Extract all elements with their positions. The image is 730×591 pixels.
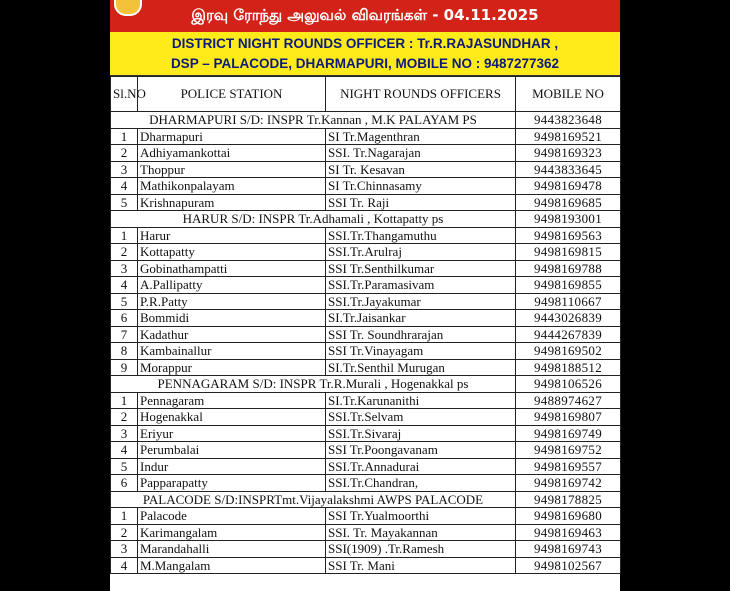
- section-mobile: 9498178825: [516, 491, 621, 508]
- cell-mobile: 9443833645: [516, 161, 621, 178]
- banner-title: இரவு ரோந்து அலுவல் விவரங்கள் - 04.11.2025: [191, 6, 539, 24]
- cell-slno: 1: [111, 227, 138, 244]
- cell-officer: SSI Tr.Senthilkumar: [326, 260, 516, 277]
- table-row: [111, 475, 621, 492]
- cell-officer: SSI Tr.Yualmoorthi: [326, 508, 516, 525]
- cell-officer: SSI.Tr.Jayakumar: [326, 293, 516, 310]
- cell-slno: 4: [111, 557, 138, 574]
- cell-slno: 3: [111, 425, 138, 442]
- section-name: HARUR S/D: INSPR Tr.Adhamali , Kottapatty ps: [111, 211, 516, 228]
- cell-mobile: 9444267839: [516, 326, 621, 343]
- section-mobile: 9498106526: [516, 376, 621, 393]
- cell-officer: SSI Tr. Raji: [326, 194, 516, 211]
- cell-mobile: 9498169478: [516, 178, 621, 195]
- cell-station: Marandahalli: [138, 541, 326, 558]
- cell-station: Krishnapuram: [138, 194, 326, 211]
- table-row: [111, 557, 621, 574]
- cell-officer: SSI.Tr.Chandran,: [326, 475, 516, 492]
- section-row: [111, 211, 621, 228]
- cell-station: Kottapatty: [138, 244, 326, 261]
- table-row: [111, 442, 621, 459]
- cell-officer: SSI(1909) .Tr.Ramesh: [326, 541, 516, 558]
- cell-mobile: 9498169788: [516, 260, 621, 277]
- section-row: [111, 112, 621, 129]
- cell-slno: 3: [111, 260, 138, 277]
- cell-slno: 5: [111, 458, 138, 475]
- cell-officer: SSI.Tr.Annadurai: [326, 458, 516, 475]
- cell-mobile: 9498169815: [516, 244, 621, 261]
- table-row: [111, 277, 621, 294]
- table-row: [111, 310, 621, 327]
- district-officer-box: [110, 32, 620, 76]
- header-officers: NIGHT ROUNDS OFFICERS: [326, 77, 516, 112]
- cell-station: Dharmapuri: [138, 128, 326, 145]
- cell-slno: 4: [111, 442, 138, 459]
- officer-line-1: DISTRICT NIGHT ROUNDS OFFICER : Tr.R.RAJASUNDHAR ,: [171, 36, 559, 51]
- cell-officer: SI Tr. Kesavan: [326, 161, 516, 178]
- table-header-row: [111, 77, 621, 112]
- table-row: [111, 508, 621, 525]
- section-name: PALACODE S/D:INSPRTmt.Vijayalakshmi AWPS PALACODE: [111, 491, 516, 508]
- cell-officer: SSI.Tr.Selvam: [326, 409, 516, 426]
- cell-mobile: 9443026839: [516, 310, 621, 327]
- table-row: [111, 409, 621, 426]
- cell-slno: 2: [111, 409, 138, 426]
- cell-slno: 2: [111, 145, 138, 162]
- table-row: [111, 178, 621, 195]
- cell-officer: SI Tr.Magenthran: [326, 128, 516, 145]
- cell-mobile: 9498169743: [516, 541, 621, 558]
- cell-station: Karimangalam: [138, 524, 326, 541]
- cell-officer: SI.Tr.Senthil Murugan: [326, 359, 516, 376]
- table-row: [111, 326, 621, 343]
- table-row: [111, 359, 621, 376]
- cell-mobile: 9498169685: [516, 194, 621, 211]
- table-row: [111, 541, 621, 558]
- cell-station: Hogenakkal: [138, 409, 326, 426]
- table-row: [111, 392, 621, 409]
- cell-station: A.Pallipatty: [138, 277, 326, 294]
- header-station: POLICE STATION: [138, 77, 326, 112]
- cell-station: Thoppur: [138, 161, 326, 178]
- cell-station: Mathikonpalayam: [138, 178, 326, 195]
- header-mobile: MOBILE NO: [516, 77, 621, 112]
- table-row: [111, 128, 621, 145]
- cell-officer: SSI Tr. Mani: [326, 557, 516, 574]
- header-slno: Sl.NO: [111, 77, 138, 112]
- cell-officer: SSI.Tr.Sivaraj: [326, 425, 516, 442]
- cell-slno: 8: [111, 343, 138, 360]
- table-row: [111, 425, 621, 442]
- cell-slno: 1: [111, 392, 138, 409]
- cell-station: M.Mangalam: [138, 557, 326, 574]
- cell-mobile: 9498169807: [516, 409, 621, 426]
- section-mobile: 9498193001: [516, 211, 621, 228]
- cell-officer: SI.Tr.Karunanithi: [326, 392, 516, 409]
- cell-officer: SSI. Tr.Nagarajan: [326, 145, 516, 162]
- cell-officer: SSI Tr.Vinayagam: [326, 343, 516, 360]
- cell-mobile: 9498169680: [516, 508, 621, 525]
- cell-slno: 1: [111, 128, 138, 145]
- cell-mobile: 9498169521: [516, 128, 621, 145]
- document-sheet: [110, 0, 620, 591]
- section-mobile: 9443823648: [516, 112, 621, 129]
- cell-station: Morappur: [138, 359, 326, 376]
- cell-mobile: 9498169502: [516, 343, 621, 360]
- table-row: [111, 458, 621, 475]
- cell-station: Bommidi: [138, 310, 326, 327]
- cell-slno: 2: [111, 524, 138, 541]
- cell-station: Adhiyamankottai: [138, 145, 326, 162]
- cell-officer: SSI Tr. Soundhrarajan: [326, 326, 516, 343]
- cell-mobile: 9498169749: [516, 425, 621, 442]
- cell-officer: SI Tr.Chinnasamy: [326, 178, 516, 195]
- cell-mobile: 9498169752: [516, 442, 621, 459]
- cell-slno: 4: [111, 178, 138, 195]
- cell-mobile: 9498169855: [516, 277, 621, 294]
- cell-station: Gobinathampatti: [138, 260, 326, 277]
- cell-mobile: 9498169463: [516, 524, 621, 541]
- night-rounds-table: [110, 76, 621, 574]
- cell-station: P.R.Patty: [138, 293, 326, 310]
- cell-mobile: 9498102567: [516, 557, 621, 574]
- cell-station: Perumbalai: [138, 442, 326, 459]
- cell-station: Harur: [138, 227, 326, 244]
- table-row: [111, 244, 621, 261]
- cell-station: Indur: [138, 458, 326, 475]
- cell-slno: 3: [111, 161, 138, 178]
- cell-station: Kambainallur: [138, 343, 326, 360]
- table-row: [111, 524, 621, 541]
- cell-slno: 5: [111, 194, 138, 211]
- cell-officer: SSI. Tr. Mayakannan: [326, 524, 516, 541]
- cell-slno: 6: [111, 475, 138, 492]
- table-row: [111, 293, 621, 310]
- cell-mobile: 9498169323: [516, 145, 621, 162]
- table-row: [111, 194, 621, 211]
- cell-mobile: 9498169557: [516, 458, 621, 475]
- cell-station: Pennagaram: [138, 392, 326, 409]
- cell-station: Papparapatty: [138, 475, 326, 492]
- cell-officer: SSI.Tr.Paramasivam: [326, 277, 516, 294]
- officer-line-2: DSP – PALACODE, DHARMAPURI, MOBILE NO : 9487277362: [170, 56, 560, 71]
- title-banner: [110, 0, 620, 32]
- cell-officer: SSI.Tr.Arulraj: [326, 244, 516, 261]
- cell-mobile: 9498188512: [516, 359, 621, 376]
- section-row: [111, 376, 621, 393]
- cell-station: Eriyur: [138, 425, 326, 442]
- cell-officer: SSI Tr.Poongavanam: [326, 442, 516, 459]
- cell-slno: 6: [111, 310, 138, 327]
- cell-station: Kadathur: [138, 326, 326, 343]
- table-row: [111, 161, 621, 178]
- table-row: [111, 343, 621, 360]
- cell-officer: SSI.Tr.Thangamuthu: [326, 227, 516, 244]
- cell-slno: 9: [111, 359, 138, 376]
- section-name: PENNAGARAM S/D: INSPR Tr.R.Murali , Hogenakkal ps: [111, 376, 516, 393]
- cell-slno: 3: [111, 541, 138, 558]
- table-body: [111, 112, 621, 574]
- cell-slno: 5: [111, 293, 138, 310]
- cell-slno: 1: [111, 508, 138, 525]
- cell-mobile: 9498110667: [516, 293, 621, 310]
- cell-slno: 4: [111, 277, 138, 294]
- cell-mobile: 9488974627: [516, 392, 621, 409]
- cell-slno: 7: [111, 326, 138, 343]
- section-name: DHARMAPURI S/D: INSPR Tr.Kannan , M.K PALAYAM PS: [111, 112, 516, 129]
- cell-officer: SI.Tr.Jaisankar: [326, 310, 516, 327]
- cell-mobile: 9498169742: [516, 475, 621, 492]
- cell-slno: 2: [111, 244, 138, 261]
- section-row: [111, 491, 621, 508]
- cell-station: Palacode: [138, 508, 326, 525]
- police-emblem-icon: [114, 0, 142, 16]
- table-row: [111, 227, 621, 244]
- table-row: [111, 145, 621, 162]
- cell-mobile: 9498169563: [516, 227, 621, 244]
- table-row: [111, 260, 621, 277]
